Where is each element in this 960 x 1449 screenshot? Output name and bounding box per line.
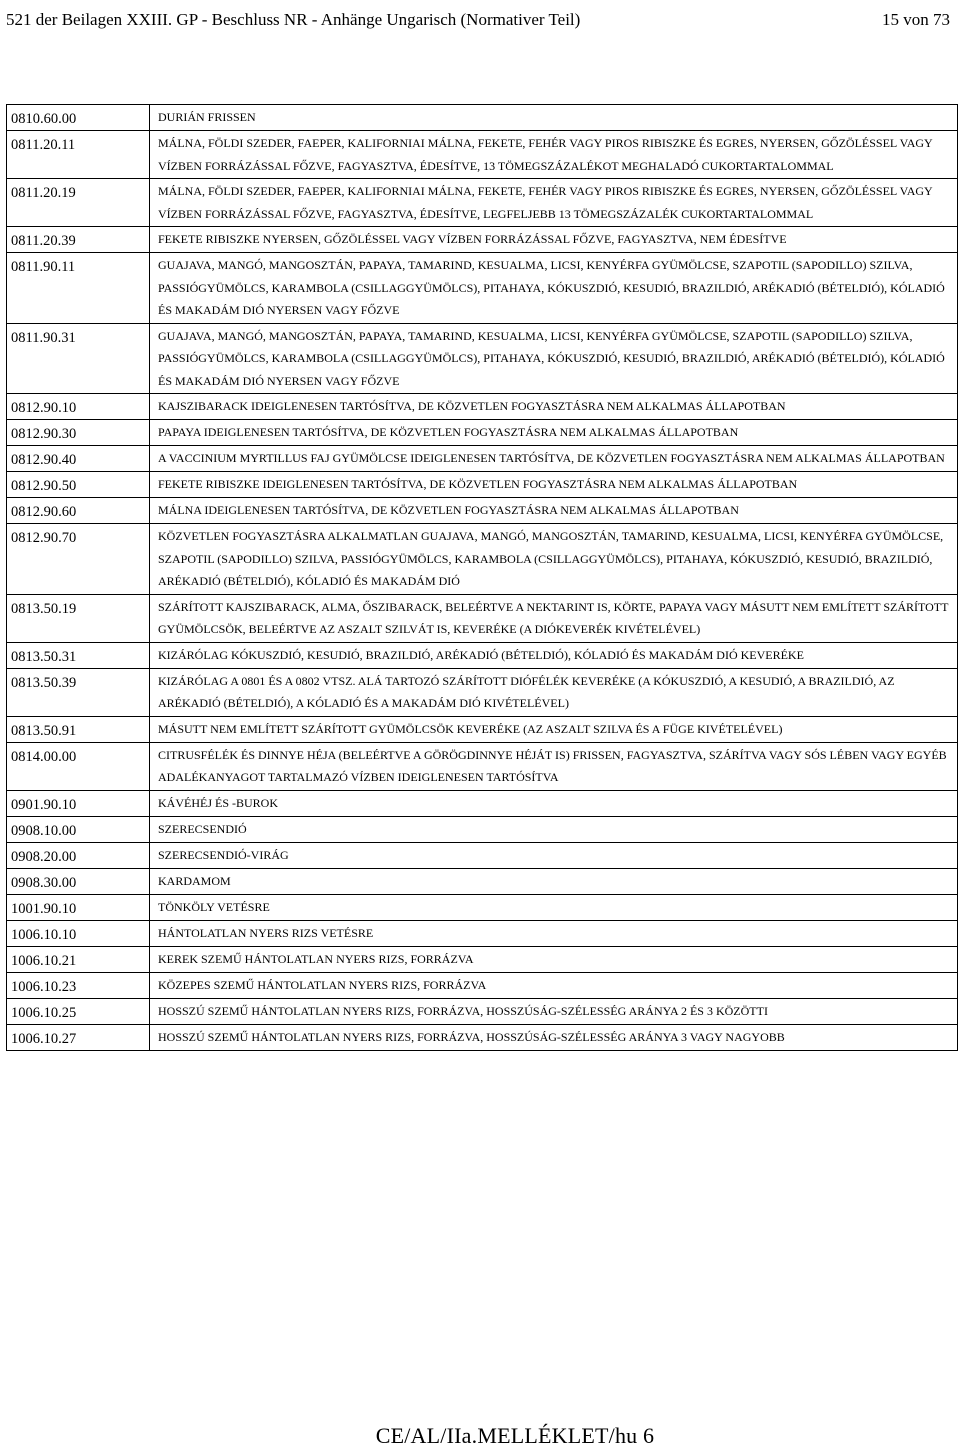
table-row — [7, 642, 958, 668]
table-row — [7, 323, 958, 394]
table-row — [7, 131, 958, 179]
tariff-code: 0812.90.10 — [7, 394, 150, 420]
table-row — [7, 742, 958, 790]
product-description: KAJSZIBARACK IDEIGLENESEN TARTÓSÍTVA, DE KÖZVETLEN FOGYASZTÁSRA NEM ALKALMAS ÁLLAPOTBAN — [150, 394, 958, 420]
product-description: KIZÁRÓLAG A 0801 ÉS A 0802 VTSZ. ALÁ TARTOZÓ SZÁRÍTOTT DIÓFÉLÉK KEVERÉKE (A KÓKUSZDIÓ, A KESUDIÓ, A BRAZILDIÓ, AZ ARÉKADIÓ (BÉTELDIÓ), A KÓLADIÓ ÉS A MAKADÁM DIÓ KIVÉTELÉVEL) — [150, 668, 958, 716]
product-description: A VACCINIUM MYRTILLUS FAJ GYÜMÖLCSE IDEIGLENESEN TARTÓSÍTVA, DE KÖZVETLEN FOGYASZTÁSRA NEM ALKALMAS ÁLLAPOTBAN — [150, 446, 958, 472]
product-description: MÁLNA, FÖLDI SZEDER, FAEPER, KALIFORNIAI MÁLNA, FEKETE, FEHÉR VAGY PIROS RIBISZKE ÉS EGRES, NYERSEN, GŐZÖLÉSSEL VAGY VÍZBEN FORRÁZÁSSAL FŐZVE, FAGYASZTVA, ÉDESÍTVE, 13 TÖMEGSZÁZALÉKOT MEGHALADÓ CUKORTARTALOMMAL — [150, 131, 958, 179]
tariff-code: 0812.90.30 — [7, 420, 150, 446]
table-row — [7, 790, 958, 816]
table-row — [7, 894, 958, 920]
table-row — [7, 594, 958, 642]
page-number: 15 von 73 — [882, 10, 950, 29]
tariff-code: 1006.10.27 — [7, 1024, 150, 1050]
table-row — [7, 498, 958, 524]
tariff-code: 0908.20.00 — [7, 842, 150, 868]
tariff-code: 0811.90.31 — [7, 323, 150, 394]
table-row — [7, 920, 958, 946]
tariff-code: 0901.90.10 — [7, 790, 150, 816]
product-description: MÁSUTT NEM EMLÍTETT SZÁRÍTOTT GYÜMÖLCSÖK KEVERÉKE (AZ ASZALT SZILVA ÉS A FÜGE KIVÉTELÉVEL) — [150, 716, 958, 742]
table-row — [7, 946, 958, 972]
tariff-code: 0814.00.00 — [7, 742, 150, 790]
tariff-code: 1001.90.10 — [7, 894, 150, 920]
table-row — [7, 842, 958, 868]
table-row — [7, 446, 958, 472]
tariff-code: 0810.60.00 — [7, 105, 150, 131]
table-row — [7, 524, 958, 595]
tariff-code: 0812.90.70 — [7, 524, 150, 595]
product-description: KARDAMOM — [150, 868, 958, 894]
table-row — [7, 972, 958, 998]
tariff-code: 0908.10.00 — [7, 816, 150, 842]
product-description: KÖZEPES SZEMŰ HÁNTOLATLAN NYERS RIZS, FORRÁZVA — [150, 972, 958, 998]
tariff-code-table — [6, 104, 958, 1051]
product-description: MÁLNA, FÖLDI SZEDER, FAEPER, KALIFORNIAI MÁLNA, FEKETE, FEHÉR VAGY PIROS RIBISZKE ÉS EGRES, NYERSEN, GŐZÖLÉSSEL VAGY VÍZBEN FORRÁZÁSSAL FŐZVE, FAGYASZTVA, ÉDESÍTVE, LEGFELJEBB 13 TÖMEGSZÁZALÉK CUKORTARTALOMMAL — [150, 179, 958, 227]
product-description: KIZÁRÓLAG KÓKUSZDIÓ, KESUDIÓ, BRAZILDIÓ, ARÉKADIÓ (BÉTELDIÓ), KÓLADIÓ ÉS MAKADÁM DIÓ KEVERÉKE — [150, 642, 958, 668]
tariff-code: 0812.90.50 — [7, 472, 150, 498]
table-row — [7, 227, 958, 253]
table-row — [7, 472, 958, 498]
table-row — [7, 105, 958, 131]
header-title: 521 der Beilagen XXIII. GP - Beschluss NR - Anhänge Ungarisch (Normativer Teil) — [6, 10, 581, 29]
tariff-code: 0813.50.31 — [7, 642, 150, 668]
table-row — [7, 868, 958, 894]
tariff-code: 0813.50.19 — [7, 594, 150, 642]
product-description: GUAJAVA, MANGÓ, MANGOSZTÁN, PAPAYA, TAMARIND, KESUALMA, LICSI, KENYÉRFA GYÜMÖLCSE, SZAPOTIL (SAPODILLO) SZILVA, PASSIÓGYÜMÖLCS, KARAMBOLA (CSILLAGGYÜMÖLCS), PITAHAYA, KÓKUSZDIÓ, KESUDIÓ, BRAZILDIÓ, ARÉKADIÓ (BÉTELDIÓ), KÓLADIÓ ÉS MAKADÁM DIÓ NYERSEN VAGY FŐZVE — [150, 323, 958, 394]
product-description: SZERECSENDIÓ — [150, 816, 958, 842]
table-row — [7, 668, 958, 716]
page-footer — [0, 1423, 860, 1449]
tariff-code: 1006.10.21 — [7, 946, 150, 972]
table-row — [7, 716, 958, 742]
tariff-code: 0812.90.40 — [7, 446, 150, 472]
product-description: KEREK SZEMŰ HÁNTOLATLAN NYERS RIZS, FORRÁZVA — [150, 946, 958, 972]
product-description: HOSSZÚ SZEMŰ HÁNTOLATLAN NYERS RIZS, FORRÁZVA, HOSSZÚSÁG-SZÉLESSÉG ARÁNYA 3 VAGY NAGYOBB — [150, 1024, 958, 1050]
product-description: SZÁRÍTOTT KAJSZIBARACK, ALMA, ŐSZIBARACK, BELEÉRTVE A NEKTARINT IS, KÖRTE, PAPAYA VAGY MÁSUTT NEM EMLÍTETT SZÁRÍTOTT GYÜMÖLCSÖK, BELEÉRTVE AZ ASZALT SZILVÁT IS, KEVERÉKE (A DIÓKEVERÉK KIVÉTELÉVEL) — [150, 594, 958, 642]
product-description: HÁNTOLATLAN NYERS RIZS VETÉSRE — [150, 920, 958, 946]
product-description: DURIÁN FRISSEN — [150, 105, 958, 131]
tariff-code: 1006.10.25 — [7, 998, 150, 1024]
product-description: CITRUSFÉLÉK ÉS DINNYE HÉJA (BELEÉRTVE A GÖRÖGDINNYE HÉJÁT IS) FRISSEN, FAGYASZTVA, SZÁRÍTVA VAGY SÓS LÉBEN VAGY EGYÉB ADALÉKANYAGOT TARTALMAZÓ VÍZBEN IDEIGLENESEN TARTÓSÍTVA — [150, 742, 958, 790]
product-description: KÖZVETLEN FOGYASZTÁSRA ALKALMATLAN GUAJAVA, MANGÓ, MANGOSZTÁN, TAMARIND, KESUALMA, LICSI, KENYÉRFA GYÜMÖLCSE, SZAPOTIL (SAPODILLO) SZILVA, PASSIÓGYÜMÖLCS, KARAMBOLA (CSILLAGGYÜMÖLCS), PITAHAYA, KÓKUSZDIÓ, KESUDIÓ, BRAZILDIÓ, ARÉKADIÓ (BÉTELDIÓ), KÓLADIÓ ÉS MAKADÁM DIÓ — [150, 524, 958, 595]
product-description: TÖNKÖLY VETÉSRE — [150, 894, 958, 920]
tariff-code: 0811.20.11 — [7, 131, 150, 179]
product-description: GUAJAVA, MANGÓ, MANGOSZTÁN, PAPAYA, TAMARIND, KESUALMA, LICSI, KENYÉRFA GYÜMÖLCSE, SZAPOTIL (SAPODILLO) SZILVA, PASSIÓGYÜMÖLCS, KARAMBOLA (CSILLAGGYÜMÖLCS), PITAHAYA, KÓKUSZDIÓ, KESUDIÓ, BRAZILDIÓ, ARÉKADIÓ (BÉTELDIÓ), KÓLADIÓ ÉS MAKADÁM DIÓ NYERSEN VAGY FŐZVE — [150, 253, 958, 324]
product-description: MÁLNA IDEIGLENESEN TARTÓSÍTVA, DE KÖZVETLEN FOGYASZTÁSRA NEM ALKALMAS ÁLLAPOTBAN — [150, 498, 958, 524]
tariff-code: 0813.50.91 — [7, 716, 150, 742]
tariff-code: 0812.90.60 — [7, 498, 150, 524]
tariff-code: 0908.30.00 — [7, 868, 150, 894]
table-row — [7, 394, 958, 420]
tariff-code: 0811.20.19 — [7, 179, 150, 227]
product-description: PAPAYA IDEIGLENESEN TARTÓSÍTVA, DE KÖZVETLEN FOGYASZTÁSRA NEM ALKALMAS ÁLLAPOTBAN — [150, 420, 958, 446]
table-row — [7, 816, 958, 842]
table-row — [7, 179, 958, 227]
tariff-code: 0811.90.11 — [7, 253, 150, 324]
table-row — [7, 1024, 958, 1050]
product-description: KÁVÉHÉJ ÉS -BUROK — [150, 790, 958, 816]
table-row — [7, 253, 958, 324]
tariff-code: 1006.10.23 — [7, 972, 150, 998]
product-description: HOSSZÚ SZEMŰ HÁNTOLATLAN NYERS RIZS, FORRÁZVA, HOSSZÚSÁG-SZÉLESSÉG ARÁNYA 2 ÉS 3 KÖZÖTTI — [150, 998, 958, 1024]
page-header — [6, 4, 950, 34]
tariff-code: 0811.20.39 — [7, 227, 150, 253]
table-row — [7, 420, 958, 446]
table-row — [7, 998, 958, 1024]
product-description: SZERECSENDIÓ-VIRÁG — [150, 842, 958, 868]
tariff-code: 1006.10.10 — [7, 920, 150, 946]
product-description: FEKETE RIBISZKE NYERSEN, GŐZÖLÉSSEL VAGY VÍZBEN FORRÁZÁSSAL FŐZVE, FAGYASZTVA, NEM ÉDESÍTVE — [150, 227, 958, 253]
product-description: FEKETE RIBISZKE IDEIGLENESEN TARTÓSÍTVA, DE KÖZVETLEN FOGYASZTÁSRA NEM ALKALMAS ÁLLAPOTBAN — [150, 472, 958, 498]
footer-reference: CE/AL/IIa.MELLÉKLET/hu 6 — [375, 1423, 655, 1448]
tariff-code: 0813.50.39 — [7, 668, 150, 716]
